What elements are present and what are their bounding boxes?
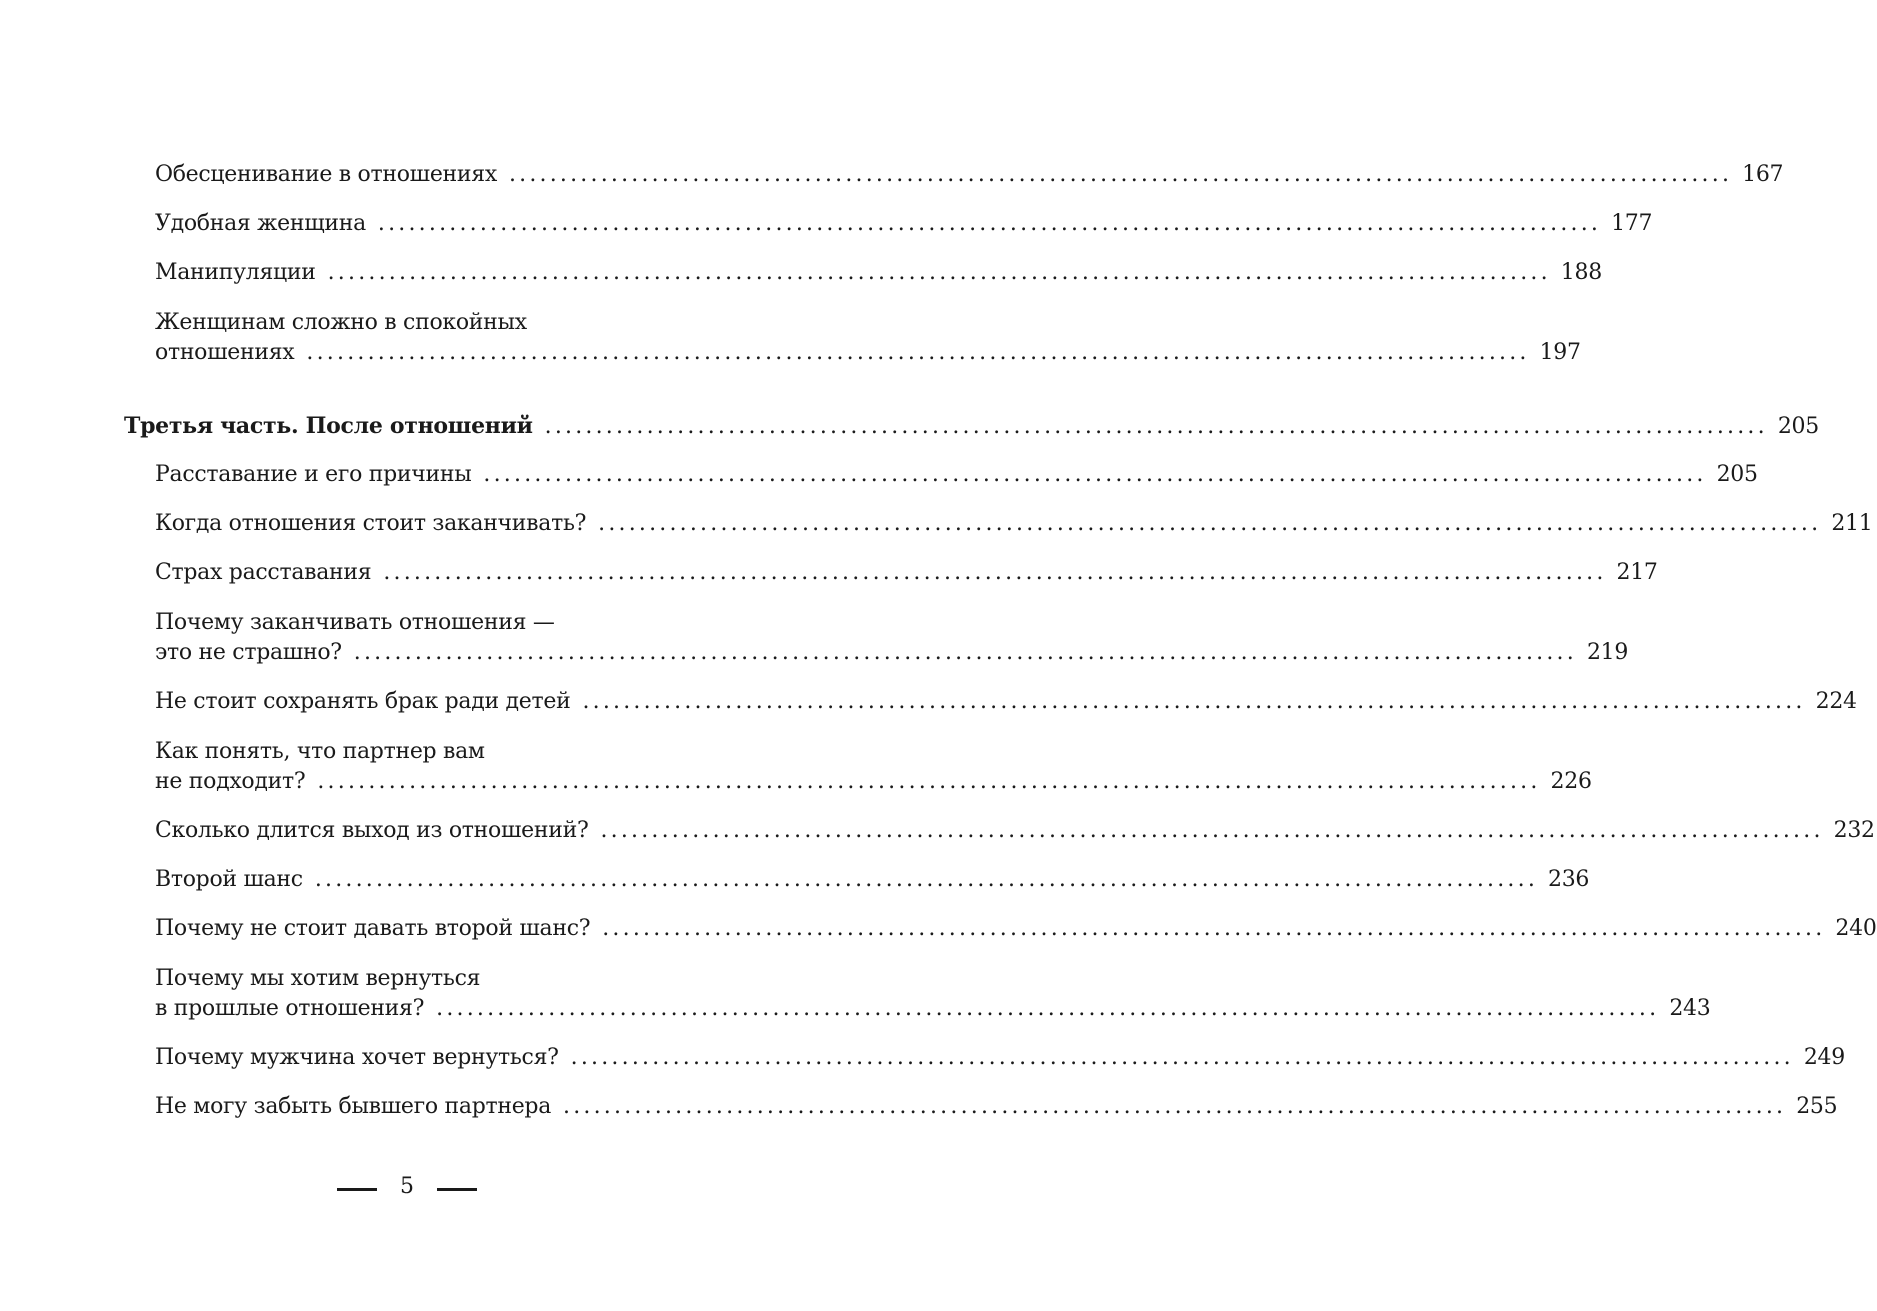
dot-leader: ........................................................................................................................ <box>582 689 1806 714</box>
page-number: 5 <box>400 1174 414 1199</box>
toc-entry-line <box>155 994 1711 1024</box>
toc-entry-line <box>155 460 1758 490</box>
dot-leader: ........................................................................................................................ <box>544 414 1768 439</box>
toc-entry-line <box>155 865 1590 895</box>
dot-leader: ........................................................................................................................ <box>383 560 1607 585</box>
toc-entry <box>155 160 1784 190</box>
toc-entry-title: Когда отношения стоит заканчивать? <box>155 511 587 536</box>
toc-entry <box>155 1092 1838 1122</box>
toc-page-number: 240 <box>1835 916 1877 941</box>
toc-entry-line <box>155 638 1629 668</box>
dot-leader: ........................................................................................................................ <box>563 1094 1787 1119</box>
dot-leader: ........................................................................................................................ <box>483 462 1707 487</box>
toc-entry-line <box>155 1043 1845 1073</box>
dot-leader: ........................................................................................................................ <box>306 340 1530 365</box>
toc-entry-title: Сколько длится выход из отношений? <box>155 818 589 843</box>
toc-entry-title: отношениях <box>155 340 295 365</box>
toc-entry-title: Расставание и его причины <box>155 462 472 487</box>
footer-dash-left <box>337 1188 377 1191</box>
toc-entry-line <box>155 687 1857 717</box>
toc-entry <box>155 258 1602 288</box>
toc-entry <box>155 914 1877 944</box>
toc-page-number: 243 <box>1669 996 1711 1021</box>
toc-entry-line <box>155 767 1592 797</box>
footer-dash-right <box>437 1188 477 1191</box>
toc-entry-title: Обесценивание в отношениях <box>155 162 497 187</box>
toc-entry-title: Не стоит сохранять брак ради детей <box>155 689 571 714</box>
toc-page-number: 205 <box>1777 414 1819 439</box>
toc-page-number: 177 <box>1611 211 1653 236</box>
toc-page-number: 188 <box>1560 260 1602 285</box>
toc-entry-title: Почему не стоит давать второй шанс? <box>155 916 591 941</box>
toc-page-number: 217 <box>1616 560 1658 585</box>
toc-entry-title: Третья часть. После отношений <box>124 413 533 439</box>
toc-entry <box>155 460 1758 490</box>
toc-entry-title: Почему заканчивать отношения — <box>155 610 555 635</box>
toc-entry-title: Страх расставания <box>155 560 372 585</box>
toc-entry-line <box>155 509 1873 539</box>
toc-entry <box>155 816 1875 846</box>
toc-entry <box>155 1043 1845 1073</box>
toc-page-number: 226 <box>1550 769 1592 794</box>
toc-entry-title: Как понять, что партнер вам <box>155 739 485 764</box>
toc-entry-title: это не страшно? <box>155 640 342 665</box>
toc-page-number: 167 <box>1742 162 1784 187</box>
toc-entry-line <box>155 160 1784 190</box>
toc-entry <box>155 737 1592 797</box>
toc-entry <box>155 865 1590 895</box>
toc-entry-title: Манипуляции <box>155 260 316 285</box>
toc-entry <box>155 608 1629 668</box>
toc-entry-line <box>155 914 1877 944</box>
toc-page-number: 219 <box>1586 640 1629 665</box>
toc-entry <box>155 964 1711 1024</box>
toc-part-heading <box>124 411 1819 442</box>
toc-entry-line <box>155 816 1875 846</box>
toc-entry-title: Второй шанс <box>155 867 303 892</box>
toc-page-number: 232 <box>1833 818 1875 843</box>
toc-page-number: 197 <box>1539 340 1581 365</box>
toc-entry-line <box>155 1092 1838 1122</box>
dot-leader: ........................................................................................................................ <box>314 867 1539 892</box>
dot-leader: ........................................................................................................................ <box>508 162 1733 187</box>
toc-entry-title: Почему мужчина хочет вернуться? <box>155 1045 559 1070</box>
toc-page-number: 255 <box>1796 1094 1838 1119</box>
toc-entry-line <box>155 737 690 767</box>
toc-entry <box>155 558 1658 588</box>
toc-entry-title: в прошлые отношения? <box>155 996 425 1021</box>
toc-page-number: 211 <box>1831 511 1873 536</box>
toc-entry-title: Не могу забыть бывшего партнера <box>155 1094 552 1119</box>
toc-entry-line <box>155 964 690 994</box>
toc-page-number: 236 <box>1548 867 1590 892</box>
dot-leader: ........................................................................................................................ <box>317 769 1541 794</box>
toc-entry-line <box>124 411 1819 442</box>
toc-entry-line <box>155 338 1581 368</box>
toc-page-number: 224 <box>1815 689 1857 714</box>
dot-leader: ........................................................................................................................ <box>598 511 1822 536</box>
toc-entry-line <box>155 209 1653 239</box>
toc-page-number: 205 <box>1716 462 1758 487</box>
toc-entry-line <box>155 258 1602 288</box>
toc-entry-line <box>155 308 690 338</box>
toc-entry-title: Почему мы хотим вернуться <box>155 966 481 991</box>
dot-leader: ........................................................................................................................ <box>436 996 1660 1021</box>
toc-page-number: 249 <box>1803 1045 1845 1070</box>
toc-entry <box>155 209 1653 239</box>
dot-leader: ........................................................................................................................ <box>570 1045 1794 1070</box>
dot-leader: ........................................................................................................................ <box>327 260 1551 285</box>
toc-entry <box>155 509 1873 539</box>
toc-entry-line <box>155 558 1658 588</box>
toc-entry-title: Женщинам сложно в спокойных <box>155 310 527 335</box>
dot-leader: ........................................................................................................................ <box>602 916 1826 941</box>
toc-entry <box>155 687 1857 717</box>
toc-entry-title: Удобная женщина <box>155 211 366 236</box>
dot-leader: ........................................................................................................................ <box>600 818 1824 843</box>
dot-leader: ........................................................................................................................ <box>377 211 1602 236</box>
dot-leader: ........................................................................................................................ <box>353 640 1577 665</box>
toc-entry <box>155 308 1581 368</box>
toc-entry-title: не подходит? <box>155 769 306 794</box>
page-footer <box>0 1172 844 1202</box>
toc-entry-line <box>155 608 690 638</box>
